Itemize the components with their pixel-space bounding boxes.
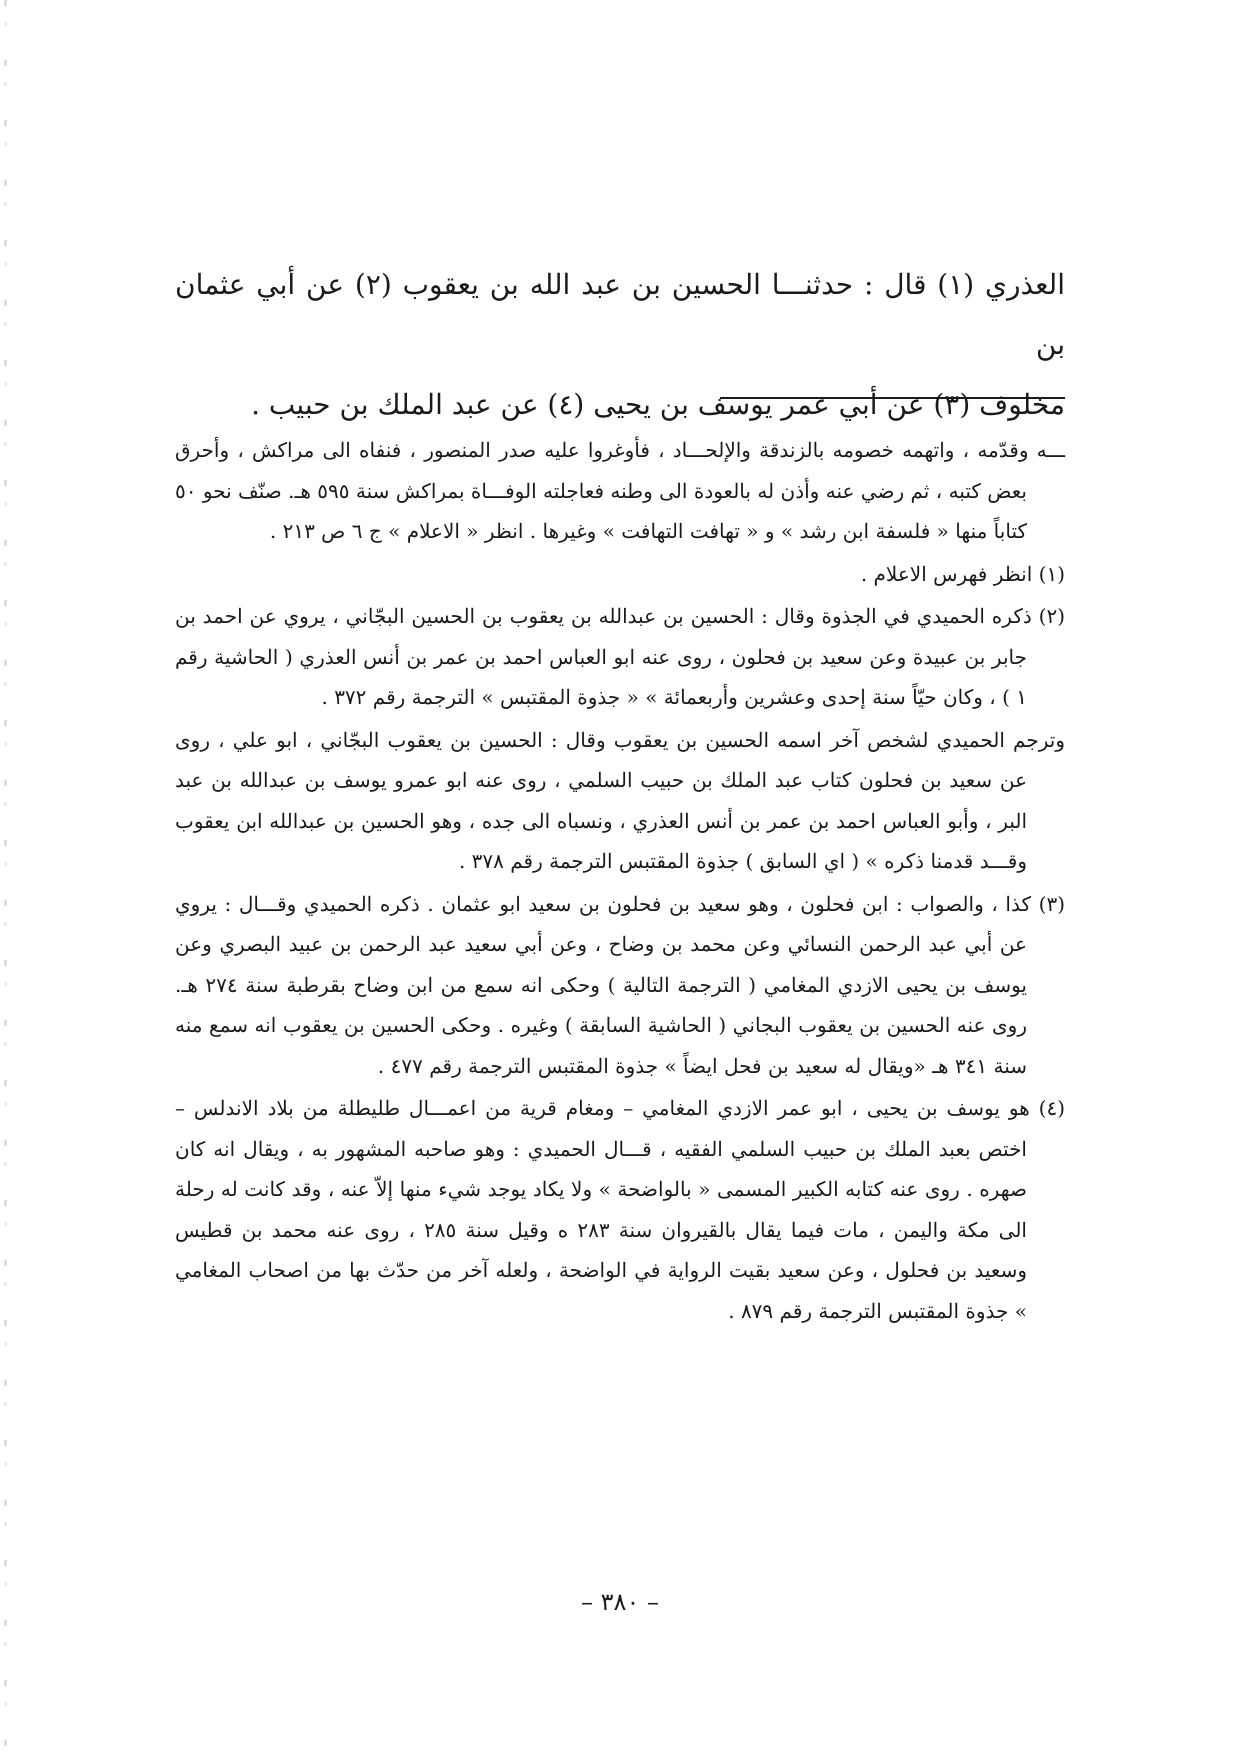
footnote-4	[175, 1088, 1065, 1331]
footnote-text: وترجم الحميدي لشخص آخر اسمه الحسين بن يعقوب وقال : الحسين بن يعقوب البجّاني ، ابو علي ، روى عن سعيد بن فحلون كتاب عبد الملك بن حبيب السلمي ، روى عنه ابو عمرو يوسف بن عبدالله بن عبد البر ، وأبو العباس احمد بن عمر بن أنس العذري ، ونسباه الى جده ، وهو الحسين بن عبدالله ابن يعقوب وقـــد قدمنا ذكره » ( اي السابق ) جذوة المقتبس الترجمة رقم ٣٧٨ .	[175, 727, 1065, 873]
footnote-text: هو يوسف بن يحيى ، ابو عمر الازدي المغامي – ومغام قرية من اعمـــال طليطلة من بلاد الاندلس – اختص بعبد الملك بن حبيب السلمي الفقيه ، قـــال الحميدي : وهو صاحبه المشهور به ، ويقال انه كان صهره . روى عنه كتابه الكبير المسمى « بالواضحة » ولا يكاد يوجد شيء منها إلاّ عنه ، وقد كانت له رحلة الى مكة واليمن ، مات فيما يقال بالقيروان سنة ٢٨٣ ه وقيل سنة ٢٨٥ ، روى عنه محمد بن قطيس وسعيد بن فحلول ، وعن سعيد بقيت الرواية في الواضحة ، ولعله آخر من حدّث بها من اصحاب المغامي » جذوة المقتبس الترجمة رقم ٨٧٩ .	[175, 1096, 1030, 1323]
footnote-text: كذا ، والصواب : ابن فحلون ، وهو سعيد بن فحلون بن سعيد ابو عثمان . ذكره الحميدي وقـــال : يروي عن أبي عبد الرحمن النسائي وعن محمد بن وضاح ، وعن أبي سعيد عبد الرحمن بن عبيد البصري وعن يوسف بن يحيى الازدي المغامي ( الترجمة التالية ) وحكى انه سمع من ابن وضاح بقرطبة سنة ٢٧٤ هـ. روى عنه الحسين بن يعقوب البجاني ( الحاشية السابقة ) وغيره . وحكى الحسين بن يعقوب انه سمع منه سنة ٣٤١ هـ «ويقال له سعيد بن فحل ايضاً » جذوة المقتبس الترجمة رقم ٤٧٧ .	[175, 891, 1031, 1078]
footnote-number: (٣)	[1038, 891, 1065, 916]
footnote-text: ذكره الحميدي في الجذوة وقال : الحسين بن عبدالله بن يعقوب بن الحسين البجّاني ، يروي عن احمد بن جابر بن عبيدة وعن سعيد بن فحلون ، روى عنه ابو العباس احمد بن عمر بن أنس العذري ( الحاشية رقم ١ ) ، وكان حيّاً سنة إحدى وعشرين وأربعمائة » « جذوة المقتبس » الترجمة رقم ٣٧٢ .	[175, 604, 1032, 709]
footnote-continuation: ـــه وقدّمه ، واتهمه خصومه بالزندقة والإلحـــاد ، فأوغروا عليه صدر المنصور ، فنفاه الى مراكش ، وأحرق بعض كتبه ، ثم رضي عنه وأذن له بالعودة الى وطنه فعاجلته الوفـــاة بمراكش سنة ٥٩٥ هـ. صنّف نحو ٥٠ كتاباً منها « فلسفة ابن رشد » و « تهافت التهافت » وغيرها . انظر « الاعلام » ج ٦ ص ٢١٣ .	[175, 438, 1065, 543]
main-text-block	[175, 255, 1065, 435]
footnote-separator	[720, 397, 1065, 399]
scan-edge-marks	[4, 0, 7, 1754]
main-text-line: العذري (١) قال : حدثنـــا الحسين بن عبد الله بن يعقوب (٢) عن أبي عثمان بن	[175, 268, 1065, 361]
footnote-text: انظر فهرس الاعلام .	[860, 561, 1033, 586]
footnote-3	[175, 884, 1065, 1087]
footnote-2	[175, 596, 1065, 718]
footnotes-block	[175, 430, 1065, 1333]
main-text-line: مخلوف (٣) عن أبي عمر يوسف بن يحيى (٤) عن عبد الملك بن حبيب .	[251, 388, 1065, 421]
page-number: – ٣٨٠ –	[581, 1588, 659, 1616]
footnote-number: (٤)	[1038, 1096, 1066, 1120]
footnote-number: (٢)	[1038, 604, 1065, 628]
footnote-1	[175, 554, 1065, 595]
footnote-number: (١)	[1038, 561, 1065, 586]
footnote-2-continued	[175, 720, 1065, 882]
